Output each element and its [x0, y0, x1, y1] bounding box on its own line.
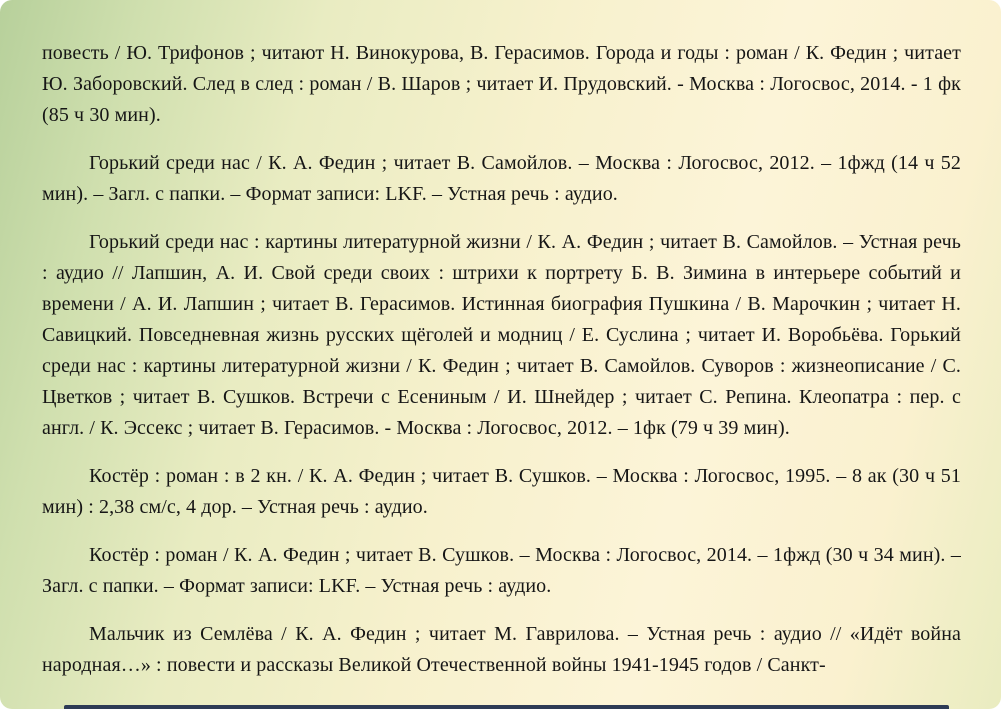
bottom-edge-bar — [64, 705, 949, 709]
bibliography-paragraph: Костёр : роман / К. А. Федин ; читает В. Сушков. – Москва : Логосвос, 2014. – 1фжд (30 ч 34 мин). – Загл. с папки. – Формат записи: LKF. – Устная речь : аудио. — [42, 544, 961, 597]
bibliography-paragraph: Мальчик из Семлёва / К. А. Федин ; читает М. Гаврилова. – Устная речь : аудио // «Идёт война народная…» : повести и рассказы Великой Отечественной войны 1941-1945 годов / Санкт- — [42, 623, 961, 676]
bibliography-paragraph: Горький среди нас / К. А. Федин ; читает В. Самойлов. – Москва : Логосвос, 2012. – 1фжд (14 ч 52 мин). – Загл. с папки. – Формат записи: LKF. – Устная речь : аудио. — [42, 152, 961, 205]
bibliography-paragraph: Костёр : роман : в 2 кн. / К. А. Федин ; читает В. Сушков. – Москва : Логосвос, 1995. – 8 ак (30 ч 51 мин) : 2,38 см/с, 4 дор. – Устная речь : аудио. — [42, 465, 961, 518]
bibliography-paragraph: Горький среди нас : картины литературной жизни / К. А. Федин ; читает В. Самойлов. – Устная речь : аудио // Лапшин, А. И. Свой среди своих : штрихи к портрету Б. В. Зимина в интерьере событий и времени / А. И. Лапшин ; читает В. Герасимов. Истинная биография Пушкина / В. Марочкин ; читает Н. Савицкий. Повседневная жизнь русских щёголей и модниц / Е. Суслина ; читает И. Воробьёва. Горький среди нас : картины литературной жизни / К. Федин ; читает В. Самойлов. Суворов : жизнеописание / С. Цветков ; читает В. Сушков. Встречи с Есениным / И. Шнейдер ; читает С. Репина. Клеопатра : пер. с англ. / К. Эссекс ; читает В. Герасимов. - Москва : Логосвос, 2012. – 1фк (79 ч 39 мин). — [42, 231, 961, 439]
bibliography-paragraph: повесть / Ю. Трифонов ; читают Н. Винокурова, В. Герасимов. Города и годы : роман / К. Федин ; читает Ю. Заборовский. След в след : роман / В. Шаров ; читает И. Прудовский. - Москва : Логосвос, 2014. - 1 фк (85 ч 30 мин). — [42, 42, 961, 126]
bibliography-text-block — [42, 38, 961, 698]
